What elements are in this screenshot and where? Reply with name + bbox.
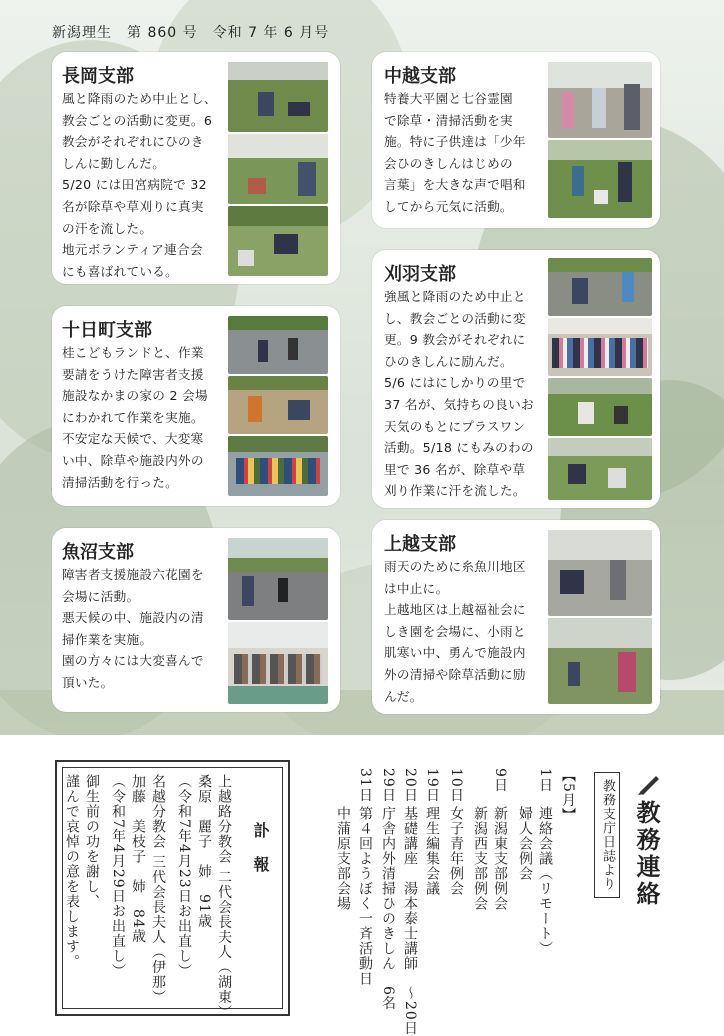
nagaoka-photo-2 [228, 134, 328, 204]
uonuma-branch-card [52, 528, 340, 712]
joetsu-branch-title: 上越支部 [384, 534, 456, 555]
chuetsu-photo-2 [548, 140, 652, 218]
kyomu-day-7: 20日 [402, 768, 418, 803]
nagaoka-branch-card [52, 52, 340, 284]
kyomu-entry-7: 基礎講座 湯本泰士講師 〜20日 [402, 806, 418, 1036]
kariwa-photo-2 [548, 318, 652, 376]
tokamachi-photo-1 [228, 316, 328, 374]
kyomu-day-5: 10日 [448, 768, 464, 803]
kyomu-day-1: 1日 [537, 768, 553, 793]
uonuma-branch-text: 障害者支援施設六花園を 会場に活動。 悪天候の中、施設内の清 掃作業を実施。 園の方々には大変喜んで 頂いた。 [62, 567, 204, 690]
kyomu-entry-6: 理生編集会議 [424, 806, 440, 896]
chuetsu-branch-text: 特養大平園と七谷霊園 で除草・清掃活動を実 施。特に子供達は「少年 会ひのきしんはじめの 言葉」を大きな声で唱和 してから元気に活動。 [384, 91, 526, 214]
uonuma-photo-1 [228, 538, 328, 620]
obituary-line-7: 御生前の功を謝し、 [84, 774, 100, 909]
joetsu-photo-1 [548, 530, 652, 616]
kariwa-branch-card [372, 250, 660, 508]
kariwa-branch-text: 強風と降雨のため中止と し、教会ごとの活動に変 更。9 教会がそれぞれに ひのきしんに励んだ。 5/6 にはにしかりの里で 37 名が、気持ちの良いお 天気のもとにプラスワン 活動。5/18 にもみのわの 里で 36 名が、除草や草 刈り作業に汗を流した。 [384, 289, 534, 499]
kyomu-entry-5: 女子青年例会 [448, 806, 464, 896]
obituary-line-1: 上越路分教会 二代会長夫人（湖東） [216, 774, 232, 1020]
obituary-line-5: 加藤 美枝子 姉 84歳 [130, 774, 146, 944]
obituary-title: 訃 報 [251, 822, 270, 873]
obituary-line-4: 名越分教会 三代会長夫人（伊那） [150, 774, 166, 1005]
uonuma-branch-title: 魚沼支部 [62, 542, 134, 563]
kyomu-month: 【5月】 [560, 768, 576, 823]
obituary-line-2: 桑原 麗子 姉 91歳 [196, 774, 212, 929]
tokamachi-photo-2 [228, 376, 328, 434]
kariwa-branch-title: 刈羽支部 [384, 264, 456, 285]
tokamachi-branch-card [52, 306, 340, 506]
issue-header: 新潟理生 第 860 号 令和 7 年 6 月号 [52, 25, 330, 41]
kyomu-title: 教務連絡 [632, 800, 661, 908]
kyomu-day-8: 29日 [380, 768, 396, 803]
kyomu-day-6: 19日 [424, 768, 440, 803]
pen-icon [636, 770, 662, 796]
uonuma-photo-2 [228, 622, 328, 704]
kariwa-photo-1 [548, 258, 652, 316]
nagaoka-branch-text: 風と降雨のため中止とし、 教会ごとの活動に変更。6 教会がそれぞれにひのき しんに勤しんだ。 5/20 には田宮病院で 32 名が除草や草刈りに真実 の汗を流した。 地元ボランティア連合会 にも喜ばれている。 [62, 91, 217, 279]
chuetsu-branch-title: 中越支部 [384, 66, 456, 87]
kyomu-entry-1: 連絡会議（リモート） [537, 806, 553, 956]
nagaoka-photo-3 [228, 206, 328, 276]
kyomu-entry-10: 中蒲原支部会場 [335, 806, 351, 911]
obituary-line-6: （令和7年4月29日お出直し） [110, 774, 126, 979]
joetsu-branch-card [372, 520, 660, 714]
tokamachi-photo-3 [228, 436, 328, 496]
kyomu-day-3: 9日 [492, 768, 508, 793]
tokamachi-branch-text: 桂こどもランドと、作業 要請をうけた障害者支援 施設なかまの家の 2 会場 にわかれて作業を実施。 不安定な天候で、大変寒 い中、除草や施設内外の 清掃活動を行った。 [62, 345, 208, 490]
nagaoka-branch-title: 長岡支部 [62, 66, 134, 87]
tokamachi-branch-title: 十日町支部 [62, 320, 152, 341]
kyomu-entry-4: 新潟西支部例会 [472, 806, 488, 911]
joetsu-photo-2 [548, 618, 652, 704]
joetsu-branch-text: 雨天のために糸魚川地区 は中止に。 上越地区は上越福祉会に しき園を会場に、小雨と 肌寒い中、勇んで施設内 外の清掃や除草活動に励 んだ。 [384, 559, 526, 704]
obituary-box [55, 760, 290, 1020]
obituary-line-3: （令和7年4月23日お出直し） [176, 774, 192, 979]
nagaoka-photo-1 [228, 62, 328, 132]
kyomu-entry-2: 婦人会例会 [517, 806, 533, 881]
kariwa-photo-3 [548, 378, 652, 436]
kyomu-day-9: 31日 [357, 768, 373, 803]
obituary-line-8: 謹んで哀悼の意を表します。 [64, 774, 80, 969]
chuetsu-photo-1 [548, 62, 652, 138]
kyomu-entry-8: 庁舎内外清掃ひのきしん 6名 [380, 806, 396, 1011]
kariwa-photo-4 [548, 438, 652, 500]
chuetsu-branch-card [372, 52, 660, 228]
kyomu-entry-3: 新潟東支部例会 [492, 806, 508, 911]
kyomu-entry-9: 第４回ようぼく一斉活動日 [357, 806, 373, 986]
kyomu-subtitle: 教務支庁日誌より [594, 772, 620, 898]
